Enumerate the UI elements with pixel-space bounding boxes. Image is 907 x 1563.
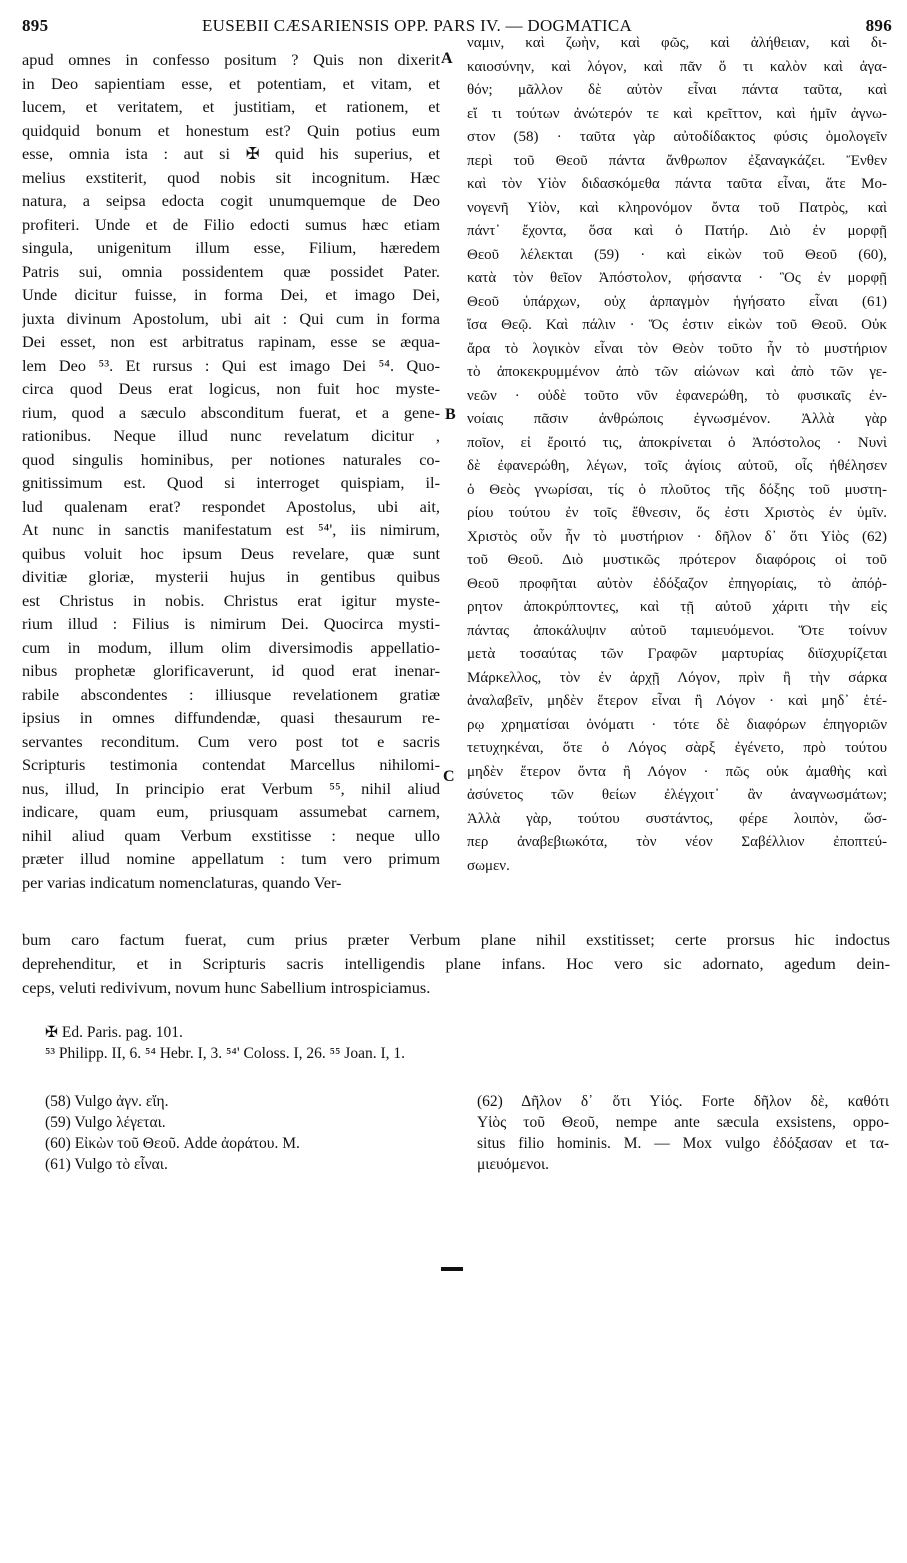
latin-lines-line: melius exstiterit, quod nobis sit incognitum. Hæc — [22, 167, 440, 187]
greek-lines-line: νοίαις πᾶσιν ἀνθρώποις ἐγνωσμένον. Ἀλλὰ γὰρ — [467, 411, 887, 427]
greek-lines-line: ἴσα Θεῷ. Καὶ πάλιν · Ὅς ἐστιν εἰκὼν τοῦ Θεοῦ. Οὐκ — [467, 317, 887, 333]
greek-lines-line: Χριστὸς οὖν ἦν τὸ μυστήριον · δῆλον δ᾽ ὅτι Υἱὸς (62) — [467, 528, 887, 545]
latin-lines-line: natura, a seipsa edocta cogit unumquemque de Deo — [22, 191, 440, 210]
greek-lines-line: τοῦ Θεοῦ. Διὸ μυστικῶς πρότερον διαφόροις οἱ τοῦ — [467, 552, 887, 568]
notes-right-line: (62) Δῆλον δ᾽ ὅτι Υἱός. Forte δῆλον δὲ, καθότι — [477, 1093, 889, 1110]
page-number-right: 896 — [865, 16, 892, 35]
greek-lines-line: ἀναλαβεῖν, μηδὲν ἕτερον εἶναι ἢ Λόγον · καὶ μηδ᾽ ἑτέ- — [467, 693, 887, 709]
latin-lines-line: indicare, quam eum, priusquam assumebat carnem, — [22, 802, 440, 821]
greek-lines-line: εἴ τι τούτων ἀνώτερόν τε καὶ κρεῖττον, καὶ ἡμῖν ἀγνω- — [467, 105, 887, 122]
greek-lines-line: περ ἀναβεβιωκότα, τὸν νέον Σαβέλλιον ἐποπτεύ- — [467, 834, 887, 850]
latin-lines-line: rium, quod a sæculo absconditum fuerat, et a gene- — [22, 402, 440, 422]
full-width-paragraph — [22, 928, 890, 1000]
latin-lines-line: quibus voluit hoc ipsum Deus revelare, quæ sunt — [22, 543, 440, 563]
latin-lines-line: rabile abscondentes : illiusque revelationem gratiæ — [22, 684, 440, 704]
latin-lines-line: per varias indicatum nomenclaturas, quando Ver- — [22, 872, 342, 892]
greek-lines-line: Θεοῦ λέλεκται (59) · καὶ εἰκὼν τοῦ Θεοῦ (60), — [467, 246, 887, 263]
latin-lines-line: circa quod Deus erat logicus, non fuit hoc myste- — [22, 379, 440, 398]
margin-letter-b: B — [445, 406, 456, 423]
greek-lines-line: κατὰ τὸν θεῖον Ἀπόστολον, φήσαντα · Ὃς ἐν μορφῇ — [467, 270, 887, 286]
greek-lines-line: νογενῆ Υἱὸν, καὶ κληρονόμον ὄντα τοῦ Πατρὸς, καὶ — [467, 199, 887, 216]
greek-lines-line: σωμεν. — [467, 857, 510, 874]
latin-lines-line: servantes reconditum. Cum vero post tot e sacris — [22, 731, 440, 751]
latin-lines-line: in Deo sapientiam esse, et potentiam, et vitam, et — [22, 73, 440, 93]
greek-lines-line: ποῖον, εἰ ἔροιτό τις, ἀποκρίνεται ὁ Ἀπόστολος · Νυνὶ — [467, 434, 887, 451]
latin-lines-line: lucem, et veritatem, et justitiam, et rationem, et — [22, 97, 440, 116]
latin-lines-line: Dei esset, non est arbitratus rapinam, esse se æqua- — [22, 332, 440, 351]
greek-lines-line: πάντας ἀποκάλυψιν αὐτοῦ ταμιευόμενοι. Ὅτε τοίνυν — [467, 622, 887, 639]
notes-left-line: (58) Vulgo ἀγν. εἴη. — [45, 1093, 169, 1110]
latin-lines-line: profiteri. Unde et de Filio edocti sumus hæc etiam — [22, 214, 440, 234]
footnotes-top-line: ⁵³ Philipp. II, 6. ⁵⁴ Hebr. I, 3. ⁵⁴' Coloss. I, 26. ⁵⁵ Joan. I, 1. — [45, 1045, 405, 1062]
latin-lines-line: lud qualenam erat? respondet Apostolus, ubi ait, — [22, 496, 440, 516]
latin-lines-line: quod singulis hominibus, per notiones naturales co- — [22, 449, 440, 469]
notes-right-line: Υἱὸς τοῦ Θεοῦ, nempe ante sæcula exsistens, oppo- — [477, 1114, 889, 1131]
latin-lines-line: Patris sui, omnia possidentem quæ possidet Pater. — [22, 261, 440, 281]
greek-lines-line: θόν; μᾶλλον δὲ αὐτὸν εἶναι πάντα ταῦτα, καὶ — [467, 82, 887, 98]
greek-lines-line: Θεοῦ ὑπάρχων, οὐχ ἁρπαγμὸν ἡγήσατο εἶναι (61) — [467, 293, 887, 310]
latin-lines-line: lem Deo ⁵³. Et rursus : Qui est imago Dei ⁵⁴. Quo- — [22, 355, 440, 375]
latin-lines-line: nus, illud, In principio erat Verbum ⁵⁵, nihil aliud — [22, 778, 440, 798]
latin-lines-line: nihil aliud quam Verbum exstitisse : neque ullo — [22, 825, 440, 845]
editor-notes-left — [45, 1091, 300, 1175]
latin-lines-line: rium illud : Filius is nimirum Dei. Quocirca mysti- — [22, 614, 440, 633]
greek-lines-line: ἄρα τὸ λογικὸν εἶναι τὸν Θεὸν τοῦτο ἦν τὸ μυστήριον — [467, 340, 887, 357]
latin-lines-line: quidquid bonum et honestum est? Quin potius eum — [22, 120, 440, 140]
greek-lines-line: μετὰ τοσαύτας τῶν Γραφῶν μαρτυρίας διϊσχυρίζεται — [467, 646, 887, 662]
greek-lines-line: νεῶν · οὐδὲ τοῦτο νῦν ἐφανερώθη, τὸ φυσικαῖς ἐν- — [467, 387, 887, 404]
notes-left-line: (60) Εἰκὼν τοῦ Θεοῦ. Adde ἀοράτου. M. — [45, 1135, 300, 1152]
margin-letter-a: A — [441, 50, 453, 67]
greek-lines-line: ρητον ἀποκρύπτοντες, καὶ τῇ αὐτοῦ χάριτι τὴν εἰς — [467, 599, 887, 615]
latin-lines-line: est Christus in nobis. Christus erat igitur myste- — [22, 590, 440, 610]
latin-lines-line: At nunc in sanctis manifestatum est ⁵⁴', iis nimirum, — [22, 520, 440, 539]
greek-lines-line: Μάρκελλος, τὸν ἐν ἀρχῇ Λόγον, πρὶν ἢ τὴν σάρκα — [467, 669, 887, 686]
greek-lines-line: ὁ Θεὸς γνωρίσαι, τίς ὁ πλοῦτος τῆς δόξης τοῦ μυστη- — [467, 481, 887, 498]
latin-lines-line: Scripturis testimonia contendat Marcellus nihilomi- — [22, 755, 440, 774]
full-width-lines-line: bum caro factum fuerat, cum prius præter Verbum plane nihil exstitisset; certe prorsus hic indoctus — [22, 930, 890, 949]
notes-right-line: μιευόμενοι. — [477, 1156, 550, 1173]
greek-lines-line: Θεοῦ προφῆται αὐτὸν ἐδόξαζον ἐπηγορίαις, τὸ ἀπόῤ- — [467, 575, 887, 592]
notes-left-line: (59) Vulgo λέγεται. — [45, 1114, 166, 1131]
latin-lines-line: esse, omnia ista : aut si ✠ quid his superius, et — [22, 144, 440, 163]
greek-lines-line: δὲ ἐφανερώθη, λέγων, τοῖς ἁγίοις αὐτοῦ, οἷς ἠθέλησεν — [467, 458, 887, 474]
greek-lines-line: πάντ᾽ ἔχοντα, ὅσα καὶ ὁ Πατήρ. Διὸ ἐν μορφῇ — [467, 223, 887, 239]
notes-right-line: situs filio hominis. M. — Mox vulgo ἐδόξασαν et τα- — [477, 1135, 889, 1152]
latin-lines-line: ipsius in omnes diffundendæ, quasi thesaurum re- — [22, 708, 440, 727]
footnotes-block — [45, 1022, 405, 1064]
latin-lines-line: cum in modum, illum olim diversimodis appellatio- — [22, 637, 440, 657]
latin-lines-line: singula, unigenitum illum esse, Filium, hæredem — [22, 238, 440, 257]
margin-letter-c: C — [443, 768, 455, 785]
greek-lines-line: τὸ ἀποκεκρυμμένον ἀπὸ τῶν αἰώνων καὶ ἀπὸ τῶν γε- — [467, 364, 887, 380]
greek-lines-line: ναμιν, καὶ ζωὴν, καὶ φῶς, καὶ ἀλήθειαν, καὶ δι- — [467, 35, 887, 51]
latin-lines-line: nibus prophetæ glorificaverunt, id quod erat inenar- — [22, 661, 440, 680]
greek-lines-line: περὶ τοῦ Θεοῦ πάντα ἄνθρωπον ἐξαναγκάζει. Ἔνθεν — [467, 152, 887, 169]
greek-lines-line: καὶ τὸν Υἱὸν διδασκόμεθα πάντα ταῦτα εἶναι, ἅτε Μο- — [467, 176, 887, 192]
footnotes-top-line: ✠ Ed. Paris. pag. 101. — [45, 1024, 183, 1041]
notes-left-line: (61) Vulgo τὸ εἶναι. — [45, 1156, 168, 1173]
page-number-left: 895 — [22, 16, 49, 35]
latin-lines-line: Unde dicitur fuisse, in forma Dei, et imago Dei, — [22, 285, 440, 304]
greek-column — [467, 32, 887, 878]
latin-lines-line: apud omnes in confesso positum ? Quis non dixerit — [22, 50, 440, 69]
latin-lines-line: gnitissimum est. Quod si interroget quispiam, il- — [22, 473, 440, 492]
greek-lines-line: ρῳ χρηματίσαι ὀνόματι · τότε δὲ διαφόρων ἐπηγοριῶν — [467, 716, 887, 733]
greek-lines-line: τετυχηκέναι, ὅτε ὁ Λόγος σὰρξ ἐγένετο, πρὸ τούτου — [467, 740, 887, 756]
end-rule — [441, 1267, 463, 1271]
full-width-lines-line: ceps, veluti redivivum, novum hunc Sabellium introspiciamus. — [22, 978, 431, 997]
latin-lines-line: juxta divinum Apostolum, ubi ait : Qui cum in forma — [22, 308, 440, 328]
latin-lines-line: rationibus. Neque illud nunc revelatum dicitur , — [22, 426, 440, 445]
greek-lines-line: στον (58) · ταῦτα γὰρ αὐτοδίδακτος φύσις ὁμολογεῖν — [467, 129, 887, 145]
full-width-lines-line: deprehenditur, et in Scripturis sacris intelligendis plane infans. Hoc vero sic adornato, agedum dein- — [22, 954, 890, 973]
running-title: EUSEBII CÆSARIENSIS OPP. PARS IV. — DOGMATICA — [202, 16, 633, 35]
greek-lines-line: μηδὲν ἕτερον ὄντα ἢ Λόγον · πῶς οὐκ ἀμαθὴς καὶ — [467, 763, 887, 780]
greek-lines-line: ἀσύνετος τῶν θείων ἐλέγχοιτ᾽ ἂν ἀναγνωσμάτων; — [467, 787, 887, 803]
latin-column — [22, 48, 440, 894]
greek-lines-line: Ἀλλὰ γὰρ, τούτου συστάντος, φέρε λοιπὸν, ὥσ- — [467, 810, 887, 827]
editor-notes-right — [477, 1091, 889, 1175]
latin-lines-line: præter illud nomine appellatum : tum vero primum — [22, 849, 440, 868]
latin-lines-line: divitiæ gloriæ, mysterii hujus in gentibus quibus — [22, 567, 440, 586]
greek-lines-line: ρίου τούτου ἐν τοῖς ἔθνεσιν, ὅς ἐστι Χριστὸς ἐν ὑμῖν. — [467, 505, 887, 521]
greek-lines-line: καιοσύνην, καὶ λόγον, καὶ πᾶν ὅ τι καλὸν καὶ ἀγα- — [467, 58, 887, 75]
